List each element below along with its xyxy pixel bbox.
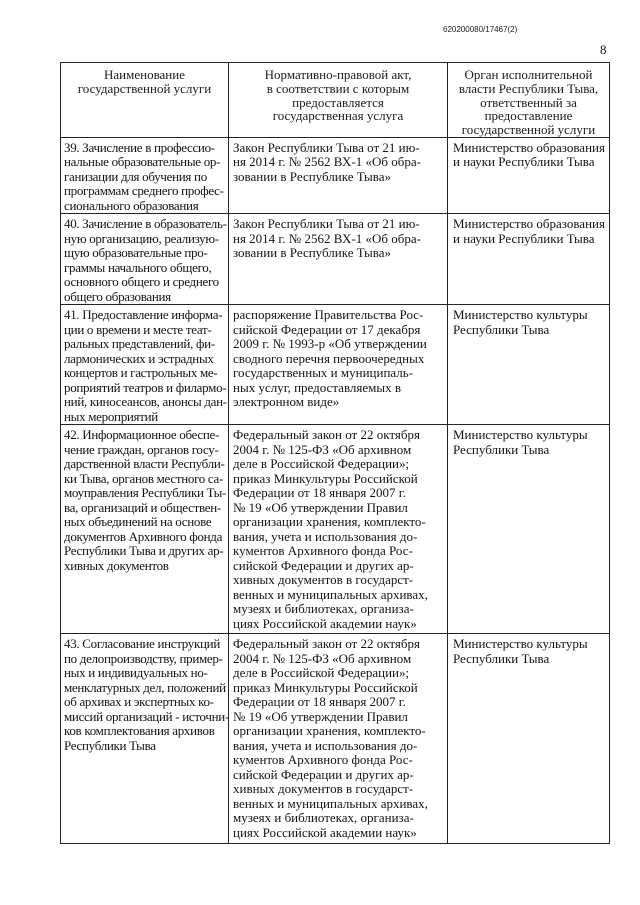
- table-row: [61, 214, 610, 305]
- authority-cell: Министерство образования и науки Республики Тыва: [448, 137, 610, 214]
- table-row: [61, 305, 610, 425]
- legal-act-cell: распоряжение Правительства Рос- сийской Федерации от 17 декабря 2009 г. № 1993-р «Об утверждении сводного перечня первоочередных государственных и муниципаль- ных услуг, предоставляемых в электронном виде»: [229, 305, 448, 425]
- page-number: 8: [600, 42, 607, 57]
- table-header-service: Наименование государственной услуги: [61, 63, 229, 138]
- table-header-legal-act: Нормативно-правовой акт, в соответствии с которым предоставляется государственная услуга: [229, 63, 448, 138]
- legal-act-cell: Федеральный закон от 22 октября 2004 г. № 125-ФЗ «Об архивном деле в Российской Федерации»; приказ Минкультуры Российской Федерации от 18 января 2007 г. № 19 «Об утверждении Правил организации хранения, комплекто- вания, учета и использования до- кументов Архивного фонда Рос- сийской Федерации и других ар- хивных документов в государст- венных и муниципальных архивах, музеях и библиотеках, организа- циях Российской академии наук»: [229, 425, 448, 634]
- document-code: 620200080/17467(2): [443, 25, 518, 34]
- table-header-authority: Орган исполнительной власти Республики Тыва, ответственный за предоставление государственной услуги: [448, 63, 610, 138]
- service-cell: 42. Информационное обеспе- чение граждан, органов госу- дарственной власти Республи- ки Тыва, органов местного са- моуправления Республики Ты- ва, организаций и обществен- ных объединений на основе документов Архивного фонда Республики Тыва и других ар- хивных документов: [61, 425, 229, 634]
- authority-cell: Министерство культуры Республики Тыва: [448, 634, 610, 844]
- table-row: [61, 425, 610, 634]
- service-cell: 40. Зачисление в образователь- ную организацию, реализую- щую образовательные про- граммы начального общего, основного общего и среднего общего образования: [61, 214, 229, 305]
- authority-cell: Министерство культуры Республики Тыва: [448, 425, 610, 634]
- legal-act-cell: Закон Республики Тыва от 21 ию- ня 2014 г. № 2562 ВХ-1 «Об обра- зовании в Республике Тыва»: [229, 214, 448, 305]
- legal-act-cell: Федеральный закон от 22 октября 2004 г. № 125-ФЗ «Об архивном деле в Российской Федерации»; приказ Минкультуры Российской Федерации от 18 января 2007 г. № 19 «Об утверждении Правил организации хранения, комплекто- вания, учета и использования до- кументов Архивного фонда Рос- сийской Федерации и других ар- хивных документов в государст- венных и муниципальных архивах, музеях и библиотеках, организа- циях Российской академии наук»: [229, 634, 448, 844]
- service-cell: 41. Предоставление информа- ции о времени и месте теат- ральных представлений, фи- лармонических и эстрадных концертов и гастрольных ме- роприятий театров и филармо- ний, киносеансов, анонсы дан- ных мероприятий: [61, 305, 229, 425]
- table-header-row: [61, 63, 610, 138]
- legal-act-cell: Закон Республики Тыва от 21 ию- ня 2014 г. № 2562 ВХ-1 «Об обра- зовании в Республике Тыва»: [229, 137, 448, 214]
- service-cell: 39. Зачисление в профессио- нальные образовательные ор- ганизации для обучения по программам среднего профес- сионального образования: [61, 137, 229, 214]
- authority-cell: Министерство культуры Республики Тыва: [448, 305, 610, 425]
- service-cell: 43. Согласование инструкций по делопроизводству, пример- ных и индивидуальных но- менклатурных дел, положений об архивах и экспертных ко- миссий организаций - источни- ков комплектования архивов Республики Тыва: [61, 634, 229, 844]
- table-row: [61, 137, 610, 214]
- authority-cell: Министерство образования и науки Республики Тыва: [448, 214, 610, 305]
- services-table: [60, 62, 610, 844]
- table-row: [61, 634, 610, 844]
